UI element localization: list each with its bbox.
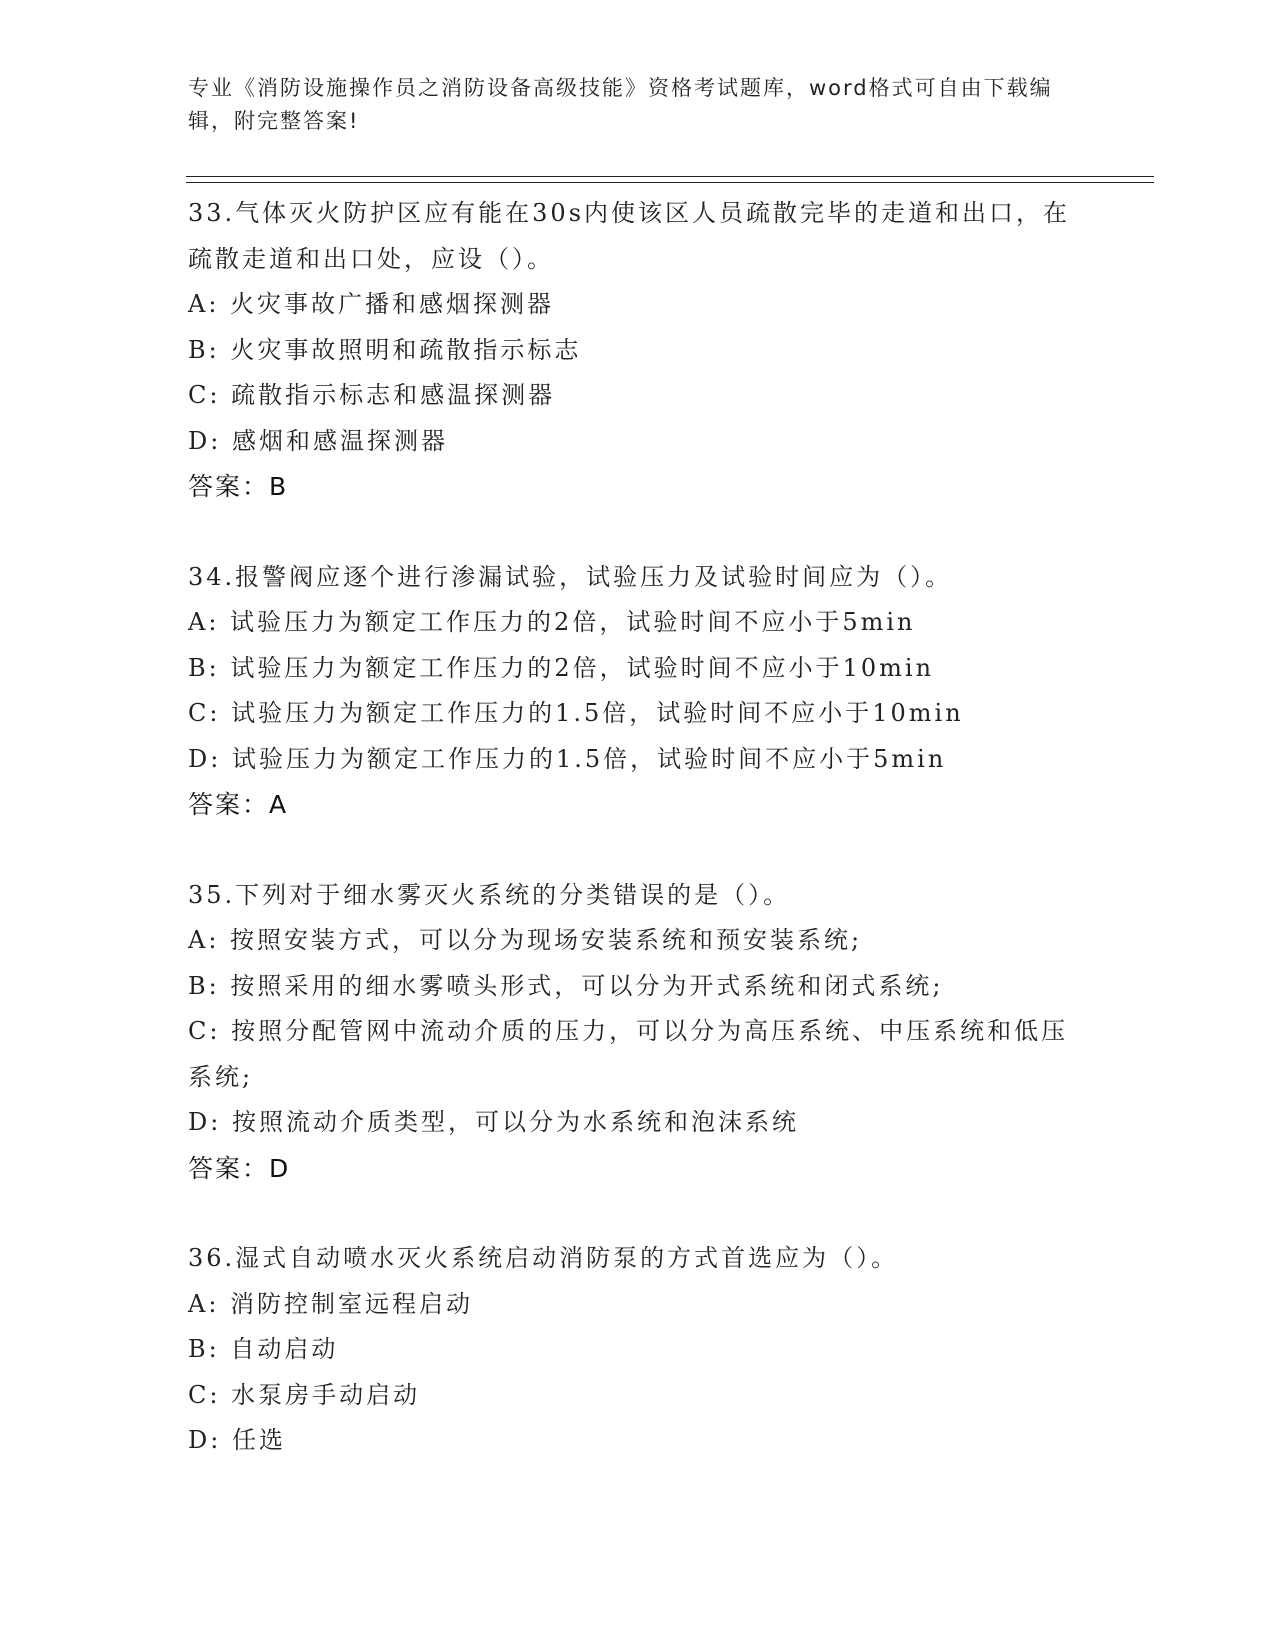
header-divider-bottom — [186, 182, 1154, 183]
answer-line: 答案：A — [188, 790, 289, 819]
question-stem: 34.报警阀应逐个进行渗漏试验，试验压力及试验时间应为（）。 — [188, 562, 953, 591]
question-stem: 35.下列对于细水雾灭火系统的分类错误的是（）。 — [188, 880, 791, 909]
question-stem: 33.气体灭火防护区应有能在30s内使该区人员疏散完毕的走道和出口，在疏散走道和出口处，应设（）。 — [188, 199, 1071, 273]
option-b: B: 自动启动 — [188, 1335, 339, 1363]
question-33 — [188, 191, 1088, 510]
question-36 — [188, 1236, 1088, 1464]
option-c: C: 按照分配管网中流动介质的压力，可以分为高压系统、中压系统和低压系统; — [188, 1017, 1069, 1091]
option-a: A: 火灾事故广播和感烟探测器 — [188, 290, 555, 318]
answer-line: 答案：B — [188, 472, 289, 501]
option-a: A: 试验压力为额定工作压力的2倍，试验时间不应小于5min — [188, 608, 916, 636]
option-b: B: 火灾事故照明和疏散指示标志 — [188, 335, 582, 364]
option-c: C: 水泵房手动启动 — [188, 1380, 421, 1409]
question-35 — [188, 873, 1088, 1192]
option-d: D: 感烟和感温探测器 — [188, 426, 448, 455]
answer-line: 答案：D — [188, 1153, 291, 1183]
option-d: D: 任选 — [188, 1426, 286, 1454]
option-b: B: 试验压力为额定工作压力的2倍，试验时间不应小于10min — [188, 653, 935, 682]
question-34 — [188, 555, 1088, 828]
question-stem: 36.湿式自动喷水灭火系统启动消防泵的方式首选应为（）。 — [188, 1244, 899, 1272]
option-d: D: 试验压力为额定工作压力的1.5倍，试验时间不应小于5min — [188, 744, 947, 773]
question-list — [188, 191, 1088, 1509]
option-b: B: 按照采用的细水雾喷头形式，可以分为开式系统和闭式系统; — [188, 971, 944, 1000]
option-a: A: 按照安装方式，可以分为现场安装系统和预安装系统; — [188, 926, 863, 954]
document-header: 专业《消防设施操作员之消防设备高级技能》资格考试题库，word格式可自由下载编辑，附完整答案! — [188, 76, 1053, 133]
option-a: A: 消防控制室远程启动 — [188, 1289, 474, 1318]
option-d: D: 按照流动介质类型，可以分为水系统和泡沫系统 — [188, 1108, 799, 1136]
option-c: C: 疏散指示标志和感温探测器 — [188, 381, 556, 409]
option-c: C: 试验压力为额定工作压力的1.5倍，试验时间不应小于10min — [188, 699, 964, 727]
header-divider-top — [186, 176, 1154, 177]
